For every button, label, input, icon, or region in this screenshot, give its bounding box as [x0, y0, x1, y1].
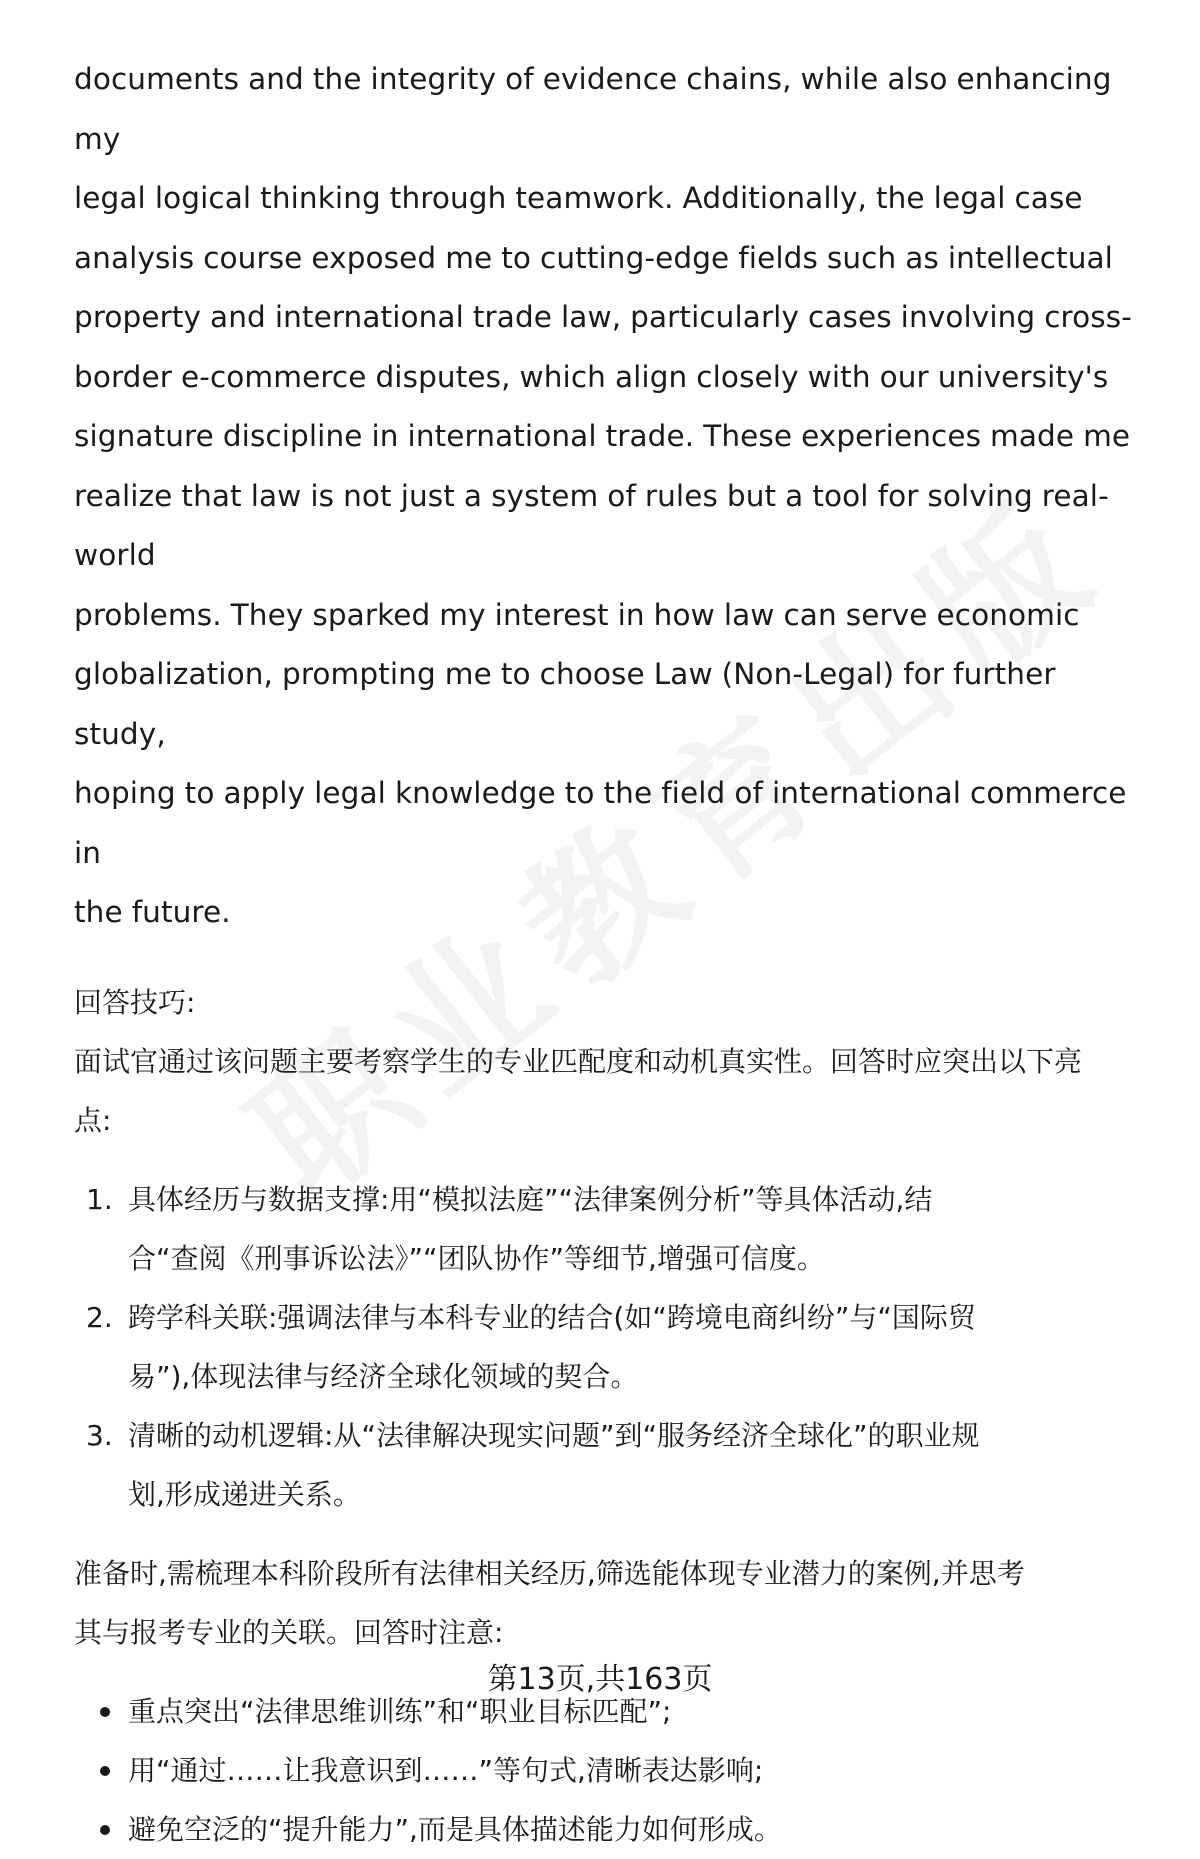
bullet-text: 重点突出“法律思维训练”和“职业目标匹配”; — [128, 1694, 672, 1728]
text-line: 其与报考专业的关联。回答时注意: — [74, 1615, 504, 1649]
bullet-text: 避免空泛的“提升能力”,而是具体描述能力如何形成。 — [128, 1812, 782, 1846]
bullet-text: 用“通过……让我意识到……”等句式,清晰表达影响; — [128, 1753, 764, 1787]
text-line: realize that law is not just a system of rules but a tool for solving real-world — [74, 478, 1109, 572]
text-line: hoping to apply legal knowledge to the field of international commerce in — [74, 776, 1127, 870]
text-line: analysis course exposed me to cutting-edge fields such as intellectual — [74, 240, 1113, 275]
text-line: legal logical thinking through teamwork. Additionally, the legal case — [74, 181, 1083, 215]
text-line: 具体经历与数据支撑:用“模拟法庭”“法律案例分析”等具体活动,结 — [128, 1182, 933, 1216]
text-line: border e-commerce disputes, which align closely with our university's — [74, 359, 1109, 394]
english-paragraph — [74, 50, 1154, 943]
text-line: 划,形成递进关系。 — [128, 1477, 361, 1511]
text-line: globalization, prompting me to choose Law (Non-Legal) for further study, — [74, 657, 1056, 751]
bullet-list — [74, 1682, 1154, 1859]
numbered-list-item — [74, 1406, 1154, 1524]
bullet-icon — [100, 1766, 110, 1776]
text-line: 面试官通过该问题主要考察学生的专业匹配度和动机真实性。回答时应突出以下亮 — [74, 1044, 1083, 1078]
text-line: 准备时,需梳理本科阶段所有法律相关经历,筛选能体现专业潜力的案例,并思考 — [74, 1556, 1025, 1590]
text-line: 点: — [74, 1103, 112, 1137]
text-line: 易”),体现法律与经济全球化领域的契合。 — [128, 1359, 639, 1393]
list-number: 3. — [86, 1418, 113, 1452]
text-line: property and international trade law, particularly cases involving cross- — [74, 300, 1132, 334]
bullet-icon — [100, 1707, 110, 1717]
numbered-list-item — [74, 1288, 1154, 1406]
text-line: documents and the integrity of evidence chains, while also enhancing my — [74, 62, 1112, 156]
page-number-footer: 第13页,共163页 — [487, 1662, 713, 1697]
text-line: signature discipline in international trade. These experiences made me — [74, 419, 1131, 453]
preparation-paragraph — [74, 1544, 1154, 1662]
list-number: 2. — [86, 1300, 113, 1334]
bullet-list-item — [74, 1741, 1154, 1800]
page-content — [74, 50, 1154, 1859]
text-line: problems. They sparked my interest in how law can serve economic — [74, 597, 1080, 632]
tips-heading: 回答技巧: — [74, 985, 196, 1019]
bullet-icon — [100, 1825, 110, 1835]
tips-intro — [74, 1032, 1154, 1150]
text-line: the future. — [74, 895, 231, 929]
text-line: 合“查阅《刑事诉讼法》”“团队协作”等细节,增强可信度。 — [128, 1241, 825, 1275]
list-number: 1. — [86, 1182, 113, 1216]
numbered-list — [74, 1170, 1154, 1524]
text-line: 清晰的动机逻辑:从“法律解决现实问题”到“服务经济全球化”的职业规 — [128, 1418, 980, 1452]
text-line: 跨学科关联:强调法律与本科专业的结合(如“跨境电商纠纷”与“国际贸 — [128, 1300, 976, 1334]
numbered-list-item — [74, 1170, 1154, 1288]
bullet-list-item — [74, 1800, 1154, 1859]
